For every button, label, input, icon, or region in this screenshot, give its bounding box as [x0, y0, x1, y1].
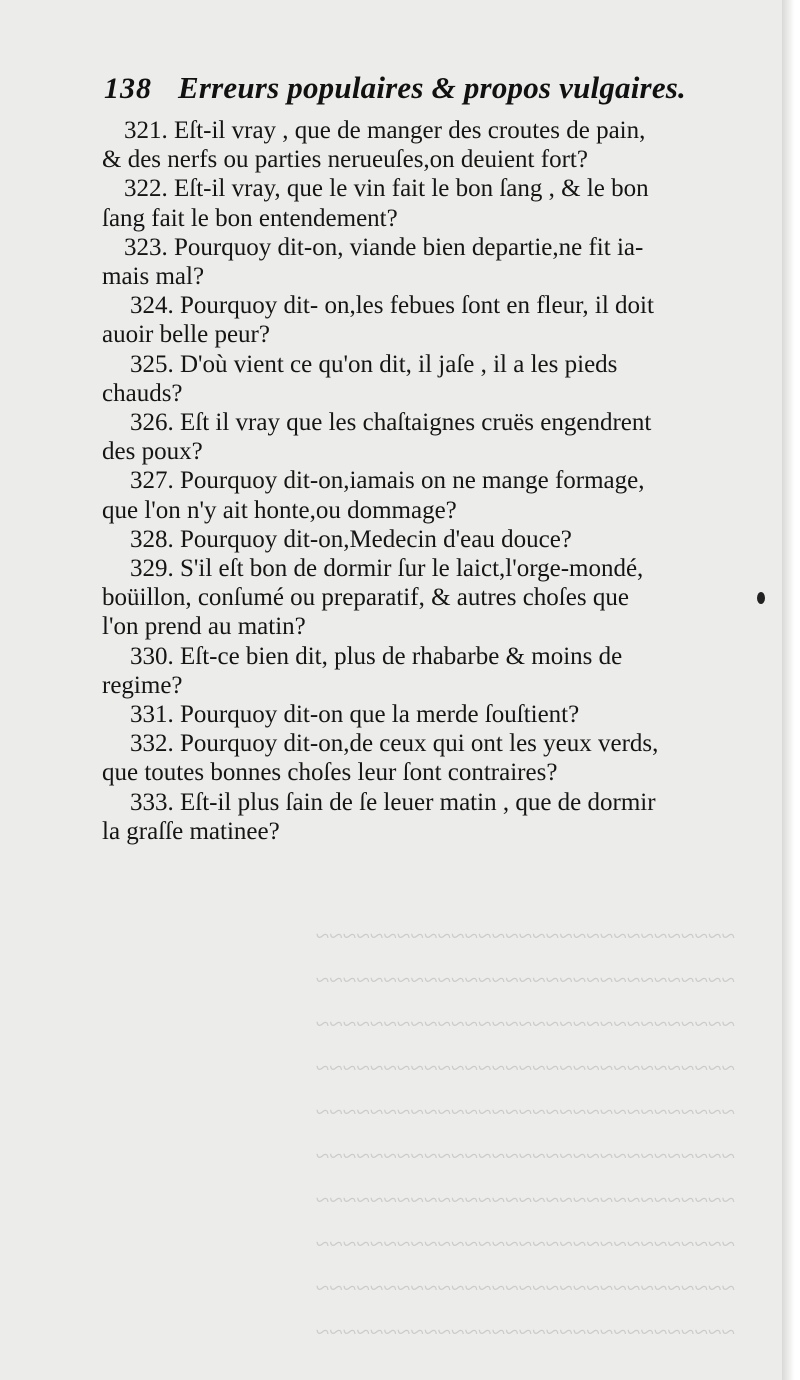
- question-entry-325: [102, 350, 762, 408]
- running-header: [104, 70, 704, 106]
- entry-line: auoir belle peur?: [102, 321, 270, 349]
- entry-line: 322. Eſt-il vray, que le vin fait le bon ſang , & le bon: [124, 175, 649, 203]
- entry-line: 329. S'il eſt bon de dormir ſur le laict,l'orge-mondé,: [130, 555, 644, 583]
- entry-line: des poux?: [102, 438, 203, 466]
- question-entry-327: [102, 466, 762, 524]
- entry-line: 331. Pourquoy dit-on que la merde ſouſtient?: [130, 701, 580, 729]
- entry-line: la graſſe matinee?: [102, 817, 280, 845]
- entry-line: regime?: [102, 671, 183, 699]
- entry-line: 333. Eſt-il plus ſain de ſe leuer matin , que de dormir: [130, 788, 656, 816]
- question-entry-331: [102, 700, 762, 729]
- question-entry-326: [102, 408, 762, 466]
- question-entry-324: [102, 291, 762, 349]
- question-entry-330: [102, 642, 762, 700]
- entry-line: boüillon, conſumé ou preparatif, & autres choſes que: [102, 584, 629, 612]
- running-title: Erreurs populaires & propos vulgaires.: [178, 70, 686, 105]
- question-entry-329: [102, 554, 762, 642]
- entry-line: mais mal?: [102, 263, 205, 291]
- ink-blot: [757, 592, 765, 604]
- entry-line: 325. D'où vient ce qu'on dit, il jaſe , il a les pieds: [130, 350, 618, 378]
- question-entry-328: [102, 525, 762, 554]
- question-entry-322: [102, 174, 762, 232]
- entry-line: 323. Pourquoy dit-on, viande bien departie,ne fit ia-: [124, 233, 644, 261]
- entry-line: que l'on n'y ait honte,ou dommage?: [102, 496, 457, 524]
- question-list: [102, 116, 762, 846]
- entry-line: 324. Pourquoy dit- on,les febues ſont en fleur, il doit: [130, 292, 654, 320]
- page-number: 138: [104, 72, 152, 105]
- entry-line: ſang fait le bon entendement?: [102, 204, 398, 232]
- show-through-texture: ~~~~~~~~~~~~~~~~~~~~~~~~~~~~~~~ ~~~~~~~~~~~~~~~~~~~~~~~~~~~~~~~ ~~~~~~~~~~~~~~~~~~~~~~~~~~~~~~~ ~~~~~~~~~~~~~~~~~~~~~~~~~~~~~~~ ~~~~~~~~~~~~~~~~~~~~~~~~~~~~~~~ ~~~~~~~~~~~~~~~~~~~~~~~~~~~~~~~ ~~~~~~~~~~~~~~~~~~~~~~~~~~~~~~~ ~~~~~~~~~~~~~~~~~~~~~~~~~~~~~~~ ~~~~~~~~~~~~~~~~~~~~~~~~~~~~~~~ ~~~~~~~~~~~~~~~~~~~~~~~~~~~~~~~: [315, 923, 735, 1346]
- entry-line: 330. Eſt-ce bien dit, plus de rhabarbe & moins de: [130, 642, 623, 670]
- question-entry-332: [102, 729, 762, 787]
- entry-line: 327. Pourquoy dit-on,iamais on ne mange formage,: [130, 467, 645, 495]
- entry-line: que toutes bonnes choſes leur ſont contraires?: [102, 759, 558, 787]
- question-entry-323: [102, 233, 762, 291]
- entry-line: 326. Eſt il vray que les chaſtaignes cruës engendrent: [130, 409, 652, 437]
- entry-line: & des nerfs ou parties nerueuſes,on deuient fort?: [102, 146, 588, 174]
- question-entry-321: [102, 116, 762, 174]
- entry-line: chauds?: [102, 379, 183, 407]
- entry-line: l'on prend au matin?: [102, 613, 306, 641]
- page-edge-shadow: [782, 0, 800, 1380]
- entry-line: 321. Eſt-il vray , que de manger des croutes de pain,: [124, 117, 646, 144]
- entry-line: 332. Pourquoy dit-on,de ceux qui ont les yeux verds,: [130, 730, 659, 758]
- entry-line: 328. Pourquoy dit-on,Medecin d'eau douce?: [130, 525, 572, 553]
- question-entry-333: [102, 788, 762, 846]
